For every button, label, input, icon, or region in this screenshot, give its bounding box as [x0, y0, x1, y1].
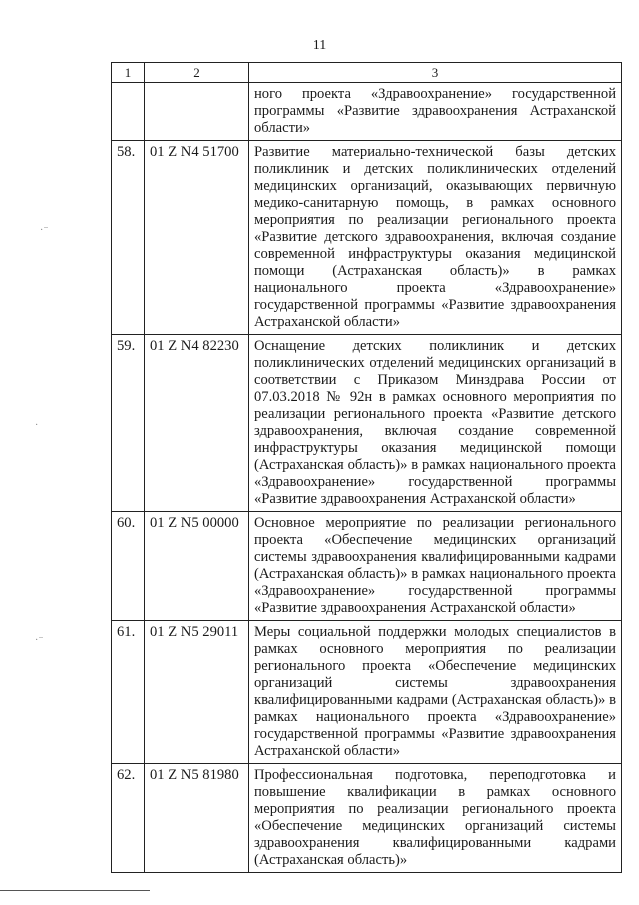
row-code: 01 Z N4 82230: [145, 335, 249, 512]
header-col-3: 3: [249, 63, 622, 83]
row-number: 62.: [112, 764, 145, 873]
scan-artifact: ·: [35, 420, 39, 431]
table-header-row: [112, 63, 622, 83]
page-number: 11: [312, 38, 327, 53]
table-row: [112, 83, 622, 141]
row-description: Развитие материально-технической базы детских поликлиник и детских поликлинических отделений медицинских организаций, оказывающих первичную медико-санитарную помощь, в рамках основного мероприятия по реализации регионального проекта «Развитие детского здравоохранения, включая создание современной инфраструктуры оказания медицинской помощи (Астраханская область)» в рамках национального проекта «Здравоохранение» государственной программы «Развитие здравоохранения Астраханской области»: [249, 141, 622, 335]
row-code: 01 Z N4 51700: [145, 141, 249, 335]
row-code: 01 Z N5 81980: [145, 764, 249, 873]
table-row: [112, 621, 622, 764]
row-number: [112, 83, 145, 141]
row-number: 61.: [112, 621, 145, 764]
row-number: 59.: [112, 335, 145, 512]
row-code: [145, 83, 249, 141]
table-row: [112, 141, 622, 335]
scan-artifact: ·⁻: [35, 635, 44, 646]
scan-artifact: ·⁻: [40, 225, 49, 236]
table-row: [112, 512, 622, 621]
table-row: [112, 764, 622, 873]
row-number: 58.: [112, 141, 145, 335]
row-description: Меры социальной поддержки молодых специалистов в рамках основного мероприятия по реализации регионального проекта «Обеспечение медицинских организаций системы здравоохранения квалифицированными кадрами (Астраханская область)» в рамках национального проекта «Здравоохранение» государственной программы «Развитие здравоохранения Астраханской области»: [249, 621, 622, 764]
row-description: ного проекта «Здравоохранение» государственной программы «Развитие здравоохранения Астраханской области»: [249, 83, 622, 141]
row-code: 01 Z N5 00000: [145, 512, 249, 621]
row-description: Оснащение детских поликлиник и детских поликлинических отделений медицинских организаций в соответствии с Приказом Минздрава России от 07.03.2018 № 92н в рамках основного мероприятия по реализации регионального проекта «Развитие детского здравоохранения, включая создание современной инфраструктуры оказания медицинской помощи (Астраханская область)» в рамках национального проекта «Здравоохранение» государственной программы «Развитие здравоохранения Астраханской области»: [249, 335, 622, 512]
budget-classification-table: [111, 62, 622, 873]
header-col-2: 2: [145, 63, 249, 83]
table-row: [112, 335, 622, 512]
bottom-rule: [0, 890, 150, 891]
header-col-1: 1: [112, 63, 145, 83]
row-code: 01 Z N5 29011: [145, 621, 249, 764]
row-number: 60.: [112, 512, 145, 621]
row-description: Профессиональная подготовка, переподготовка и повышение квалификации в рамках основного мероприятия по реализации регионального проекта «Обеспечение медицинских организаций системы здравоохранения квалифицированными кадрами (Астраханская область)»: [249, 764, 622, 873]
row-description: Основное мероприятие по реализации регионального проекта «Обеспечение медицинских организаций системы здравоохранения квалифицированными кадрами (Астраханская область)» в рамках национального проекта «Здравоохранение» государственной программы «Развитие здравоохранения Астраханской области»: [249, 512, 622, 621]
